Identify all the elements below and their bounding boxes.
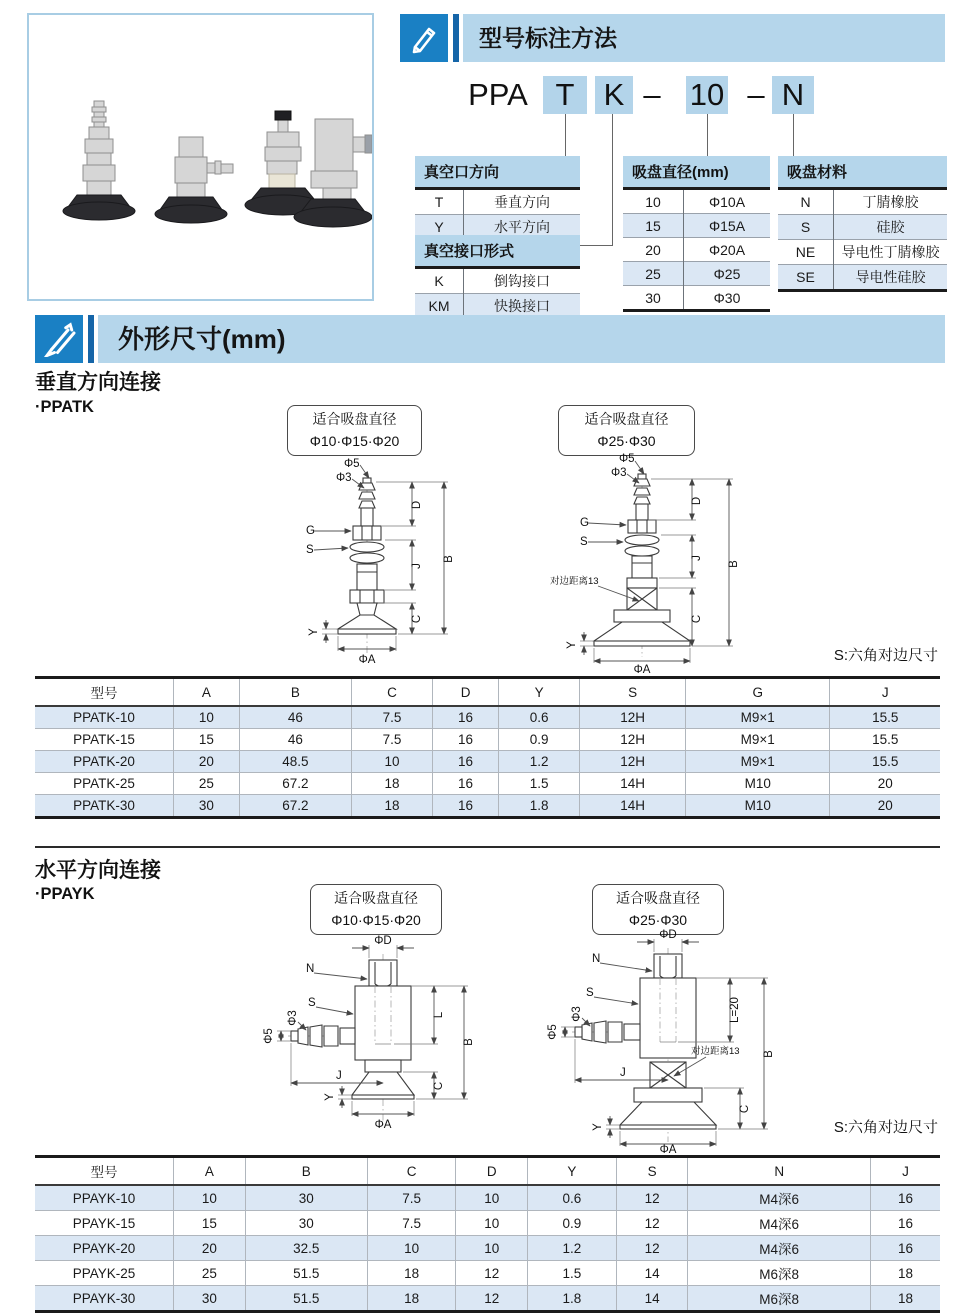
ppayk-model-label: ·PPAYK [35,885,95,903]
table-header-row [35,1157,940,1186]
table-cell: M4深6 [688,1236,870,1261]
table-cell: 0.6 [498,706,579,729]
ppatk-model-label: ·PPATK [35,398,94,416]
column-header: J [870,1157,940,1186]
table-row [35,729,940,751]
dim-label-d: D [411,500,423,510]
model-code-diameter: 10 [686,76,728,114]
table-cell: K [415,268,464,294]
dim-label-l: L [433,1011,445,1019]
table-cell: 10 [174,706,240,729]
table-row [35,1185,940,1211]
table-cell: 快换接口 [464,294,581,320]
table-cell: 7.5 [351,729,432,751]
dim-label-b: B [728,560,740,568]
table-cell: 16 [870,1185,940,1211]
table-cell: 25 [623,262,684,286]
table-cell: M9×1 [686,751,830,773]
dim-label-phi-a: ΦA [358,654,376,666]
connector-line-10 [707,114,708,156]
table-cell: 30 [174,795,240,818]
fit-caption-line1: 适合吸盘直径 [584,411,669,427]
dim-label-phi-a: ΦA [374,1119,392,1131]
table-cell: 10 [456,1185,528,1211]
table-cell: 30 [174,1286,246,1312]
dim-label-c: C [739,1104,751,1114]
dim-label-g: G [306,525,315,537]
connector-line-k [612,114,613,245]
dim-label-c: C [691,614,703,624]
table-cell: 67.2 [239,795,351,818]
table-cell: 12 [616,1211,688,1236]
table-cell: 18 [351,795,432,818]
table-cell: PPAYK-10 [35,1185,174,1211]
dim-label-y: Y [566,641,578,649]
table-cell: 12H [580,751,686,773]
table-cell: 18 [351,773,432,795]
table-cell: T [415,189,464,215]
dim-label-b: B [463,1038,475,1046]
table-cell: 14 [616,1286,688,1312]
table-cell: 14H [580,795,686,818]
table-cell: 12 [456,1261,528,1286]
table-cell: 16 [433,773,499,795]
table-cell: 46 [239,729,351,751]
table-cell: 1.8 [498,795,579,818]
table-cell: 20 [830,773,940,795]
table-cell: M4深6 [688,1185,870,1211]
table-cell: 12 [456,1286,528,1312]
table-cell: 水平方向 [464,215,581,241]
model-code-dash1: – [643,77,661,112]
column-header: C [351,678,432,707]
table-cell: M4深6 [688,1211,870,1236]
table-cell: 67.2 [239,773,351,795]
table-cell: 20 [623,238,684,262]
table-row [35,751,940,773]
dim-label-phi5: Φ5 [619,453,635,465]
column-header: C [367,1157,456,1186]
column-header: S [616,1157,688,1186]
table-row [778,215,947,240]
table-row [778,189,947,215]
fit-caption-large [558,405,695,456]
table-row [623,238,770,262]
dim-label-b: B [763,1050,775,1058]
table-cell: 丁腈橡胶 [862,194,919,210]
dim-label-g: G [580,517,589,529]
table-cell: M6深8 [688,1286,870,1312]
model-code-direction: T [543,76,587,114]
dim-label-phi3: Φ3 [611,467,627,479]
table-cell: 12 [616,1185,688,1211]
table-row [35,1236,940,1261]
table-cell: 10 [174,1185,246,1211]
column-header: B [239,678,351,707]
dim-label-phi5: Φ5 [344,458,360,470]
table-cell: 15.5 [830,706,940,729]
fit-caption-line1: 适合吸盘直径 [616,890,700,906]
table-cell: PPAYK-20 [35,1236,174,1261]
table-cell: 15.5 [830,751,940,773]
ppayk-small-drawing [248,932,488,1139]
ppayk-dimension-table [35,1155,940,1313]
column-header: B [245,1157,367,1186]
table-row [415,189,580,215]
connector-line-t [565,114,566,156]
table-cell: 垂直方向 [494,194,550,210]
table-cell: SE [778,265,834,291]
fit-caption-small [287,405,422,456]
table-cell: 20 [830,795,940,818]
dim-label-phi-d: ΦD [374,935,392,947]
fit-caption-line2: Φ25·Φ30 [597,432,656,449]
ppatk-dimension-table [35,676,940,819]
hex-width-note: 对边距离13 [550,576,599,587]
column-header: J [830,678,940,707]
column-header: D [433,678,499,707]
fit-caption-line2: Φ10·Φ15·Φ20 [331,911,421,928]
column-header: A [174,1157,246,1186]
fit-caption-line1: 适合吸盘直径 [312,411,397,427]
section-header-dimensions [35,315,945,363]
table-cell: 30 [245,1185,367,1211]
table-cell: M10 [686,773,830,795]
table-row [623,214,770,238]
dim-label-phi3: Φ3 [336,472,352,484]
table-cell: 15 [623,214,684,238]
fit-caption-line1: 适合吸盘直径 [334,890,418,906]
table-cell: N [778,189,834,215]
table-cell: 18 [870,1286,940,1312]
table-cell: 10 [623,189,684,214]
column-header: 型号 [35,1157,174,1186]
table-row [778,265,947,291]
table-row [623,189,770,214]
table-cell: 15 [174,729,240,751]
dim-label-n: N [306,963,315,975]
table-cell: PPATK-15 [35,729,174,751]
dim-label-j: J [411,563,423,569]
table-cell: 12H [580,729,686,751]
table-cell: 20 [174,1236,246,1261]
dim-label-phi-a: ΦA [633,664,651,674]
table-cell: Φ25 [684,262,771,286]
connector-line-k-horizontal [580,245,613,246]
dim-label-n: N [592,953,601,965]
table-cell: 16 [433,795,499,818]
pad-diameter-table [623,156,770,312]
dim-label-y: Y [308,628,320,636]
dim-label-phi5: Φ5 [263,1028,275,1044]
table-cell: 0.6 [528,1185,617,1211]
table-header-row [35,678,940,707]
band-accent-bar [453,14,459,62]
fit-caption-small [310,884,442,935]
table-cell: 16 [870,1236,940,1261]
table-cell: PPAYK-15 [35,1211,174,1236]
table-cell: Φ15A [684,214,771,238]
pencil-icon [400,14,448,62]
column-header: D [456,1157,528,1186]
dim-label-d: D [691,496,703,506]
table-cell: 14 [616,1261,688,1286]
table-cell: 51.5 [245,1261,367,1286]
table-cell: 48.5 [239,751,351,773]
table-cell: M6深8 [688,1261,870,1286]
dim-label-s: S [586,987,594,999]
table-cell: 25 [174,1261,246,1286]
table-cell: 1.5 [498,773,579,795]
section-divider [35,846,940,848]
table-cell: 10 [456,1211,528,1236]
table-cell: PPATK-20 [35,751,174,773]
model-code-dash2: – [747,77,765,112]
hex-width-note: 对边距离13 [691,1046,740,1057]
ppatk-large-drawing [542,452,767,674]
table-cell: 18 [367,1286,456,1312]
suction-fittings-photo [29,15,372,299]
table-row [623,262,770,286]
table-cell: S [778,215,834,240]
dim-label-phi3: Φ3 [571,1006,583,1022]
vertical-connection-heading: 垂直方向连接 [35,371,161,394]
table-row [35,706,940,729]
dim-label-s: S [306,544,314,556]
table-cell: 10 [351,751,432,773]
model-code-material: N [772,76,814,114]
column-header: A [174,678,240,707]
table-cell: 10 [367,1236,456,1261]
column-header: N [688,1157,870,1186]
lookup-table-title: 真空口方向 [415,156,580,189]
table-cell: 7.5 [367,1185,456,1211]
dim-label-c: C [433,1081,445,1091]
dim-label-j: J [336,1070,342,1082]
table-cell: M10 [686,795,830,818]
table-cell: 25 [174,773,240,795]
section-title: 外形尺寸(mm) [118,324,286,354]
dim-label-c: C [411,614,423,624]
table-row [623,286,770,311]
table-cell: PPAYK-30 [35,1286,174,1312]
table-row [778,240,947,265]
table-cell: 12H [580,706,686,729]
table-cell: M9×1 [686,706,830,729]
lookup-table-title: 真空接口形式 [415,235,580,268]
table-cell: KM [415,294,464,320]
table-cell: 18 [870,1261,940,1286]
table-cell: 1.5 [528,1261,617,1286]
ppatk-small-drawing [272,452,477,674]
column-header: 型号 [35,678,174,707]
table-cell: PPAYK-25 [35,1261,174,1286]
table-cell: 14H [580,773,686,795]
table-cell: 12 [616,1236,688,1261]
dim-label-phi-d: ΦD [659,929,677,941]
table-cell: Y [415,215,464,241]
table-cell: Φ10A [708,193,746,210]
table-cell: NE [778,240,834,265]
table-cell: 51.5 [245,1286,367,1312]
table-cell: 倒钩接口 [494,273,550,289]
dim-label-s: S [308,997,316,1009]
hex-flat-note: S:六角对边尺寸 [833,647,938,664]
dim-label-phi-a: ΦA [659,1144,677,1154]
table-cell: 16 [433,751,499,773]
caliper-icon [35,315,83,363]
dim-label-j: J [691,555,703,561]
table-cell: 16 [433,729,499,751]
table-cell: 0.9 [498,729,579,751]
table-cell: 15.5 [830,729,940,751]
table-cell: Φ30 [684,286,771,311]
section-header-model-designation [400,14,945,62]
table-row [35,1211,940,1236]
band-background [463,14,945,62]
dim-label-phi5: Φ5 [547,1024,559,1040]
dim-label-b: B [443,555,455,563]
horizontal-connection-heading: 水平方向连接 [35,859,161,882]
band-background [98,315,945,363]
table-row [35,1261,940,1286]
lookup-table-title: 吸盘直径(mm) [623,156,770,189]
table-row [35,773,940,795]
lookup-table-title: 吸盘材料 [778,156,947,189]
table-cell: 32.5 [245,1236,367,1261]
table-row [415,268,580,294]
table-cell: 16 [870,1211,940,1236]
table-cell: 硅胶 [834,215,948,240]
column-header: G [686,678,830,707]
table-cell: PPATK-25 [35,773,174,795]
table-cell: 7.5 [367,1211,456,1236]
column-header: Y [528,1157,617,1186]
table-cell: PPATK-10 [35,706,174,729]
table-row [35,795,940,818]
table-cell: 46 [239,706,351,729]
table-cell: 7.5 [351,706,432,729]
table-row [35,1286,940,1312]
table-cell: 15 [174,1211,246,1236]
column-header: S [580,678,686,707]
table-cell: 1.8 [528,1286,617,1312]
table-cell: 导电性丁腈橡胶 [834,240,948,265]
model-code-prefix: PPA [468,77,528,112]
section-title: 型号标注方法 [479,25,617,51]
product-photo [27,13,374,301]
vacuum-port-direction-table [415,156,580,242]
connector-line-n [793,114,794,156]
dim-label-phi3: Φ3 [287,1010,299,1026]
dim-label-l20: L=20 [729,997,741,1023]
fit-caption-line2: Φ25·Φ30 [628,911,688,928]
dim-label-y: Y [592,1123,604,1131]
table-cell: 导电性硅胶 [834,265,948,291]
table-cell: 10 [456,1236,528,1261]
table-cell: 30 [245,1211,367,1236]
dim-label-s: S [580,536,588,548]
table-cell: Φ20A [684,238,771,262]
table-cell: PPATK-30 [35,795,174,818]
table-cell: 16 [433,706,499,729]
band-accent-bar [88,315,94,363]
table-cell: M9×1 [686,729,830,751]
hex-flat-note: S:六角对边尺寸 [833,1119,938,1136]
interface-type-table [415,235,580,321]
dim-label-y: Y [324,1093,336,1101]
pad-material-table [778,156,947,292]
fit-caption-line2: Φ10·Φ15·Φ20 [309,432,400,449]
table-cell: 1.2 [498,751,579,773]
table-cell: 18 [367,1261,456,1286]
table-cell: 1.2 [528,1236,617,1261]
dim-label-j: J [620,1067,626,1079]
table-cell: 20 [174,751,240,773]
table-cell: 0.9 [528,1211,617,1236]
model-code-interface: K [595,76,633,114]
table-cell: 30 [623,286,684,311]
column-header: Y [498,678,579,707]
